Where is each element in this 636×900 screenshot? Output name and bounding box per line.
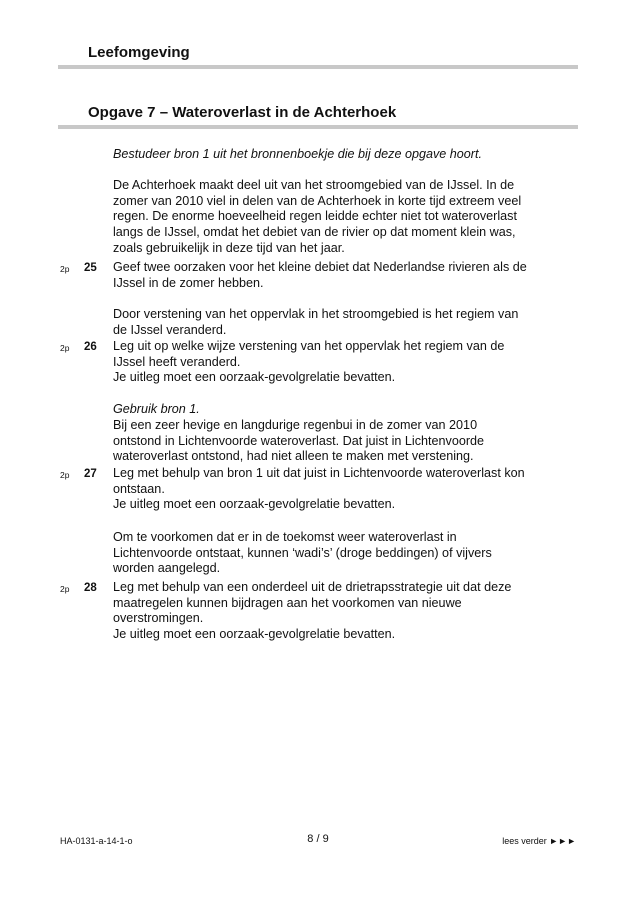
- question-line: Je uitleg moet een oorzaak-gevolgrelatie bevatten.: [113, 497, 396, 512]
- question-line: Je uitleg moet een oorzaak-gevolgrelatie bevatten.: [113, 370, 396, 385]
- question-line: ontstaan.: [113, 481, 165, 496]
- divider-top: [58, 65, 578, 69]
- intro-line: langs de IJssel, omdat het debiet van de rivier op dat moment klein was,: [113, 225, 516, 240]
- para-line: Om te voorkomen dat er in de toekomst weer wateroverlast in: [113, 530, 457, 544]
- para-line: de IJssel veranderd.: [113, 322, 227, 337]
- para-verstening: [113, 307, 563, 338]
- question-28: [113, 580, 563, 643]
- question-line: Geef twee oorzaken voor het kleine debiet dat Nederlandse rivieren als de: [113, 260, 527, 274]
- intro-line: regen. De enorme hoeveelheid regen leidde echter niet tot wateroverlast: [113, 209, 517, 224]
- intro-line: De Achterhoek maakt deel uit van het stroomgebied van de IJssel. In de: [113, 178, 515, 192]
- question-27: [113, 466, 563, 513]
- points-q26: 2p: [60, 343, 70, 353]
- para-line: Bij een zeer hevige en langdurige regenbui in de zomer van 2010: [113, 418, 478, 432]
- points-q25: 2p: [60, 264, 70, 274]
- divider-title: [58, 125, 578, 129]
- section-heading: Leefomgeving: [88, 44, 190, 61]
- question-line: IJssel heeft veranderd.: [113, 354, 241, 369]
- para-line: wateroverlast ontstond, had niet alleen te maken met verstening.: [113, 449, 474, 464]
- para-line: ontstond in Lichtenvoorde wateroverlast. Dat juist in Lichtenvoorde: [113, 433, 485, 448]
- para-line: Lichtenvoorde ontstaat, kunnen ‘wadi’s’ (droge beddingen) of vijvers: [113, 545, 492, 560]
- para-line: Door verstening van het oppervlak in het stroomgebied is het regiem van: [113, 307, 519, 321]
- intro-instruction: Bestudeer bron 1 uit het bronnenboekje die bij deze opgave hoort.: [113, 147, 482, 161]
- question-line: Je uitleg moet een oorzaak-gevolgrelatie bevatten.: [113, 627, 396, 642]
- question-line: IJssel in de zomer hebben.: [113, 275, 264, 290]
- question-line: Leg met behulp van bron 1 uit dat juist in Lichtenvoorde wateroverlast kon: [113, 466, 525, 480]
- para-bron1: [113, 418, 563, 465]
- number-q25: 25: [84, 262, 97, 274]
- intro-line: zomer van 2010 viel in delen van de Achterhoek in korte tijd extreem veel: [113, 193, 522, 208]
- bron1-instruction: Gebruik bron 1.: [113, 402, 200, 416]
- question-line: overstromingen.: [113, 611, 204, 626]
- footer-code: HA-0131-a-14-1-o: [60, 836, 133, 846]
- number-q26: 26: [84, 341, 97, 353]
- intro-text: [113, 178, 563, 257]
- number-q27: 27: [84, 468, 97, 480]
- question-line: Leg met behulp van een onderdeel uit de drietrapsstrategie uit dat deze: [113, 580, 512, 594]
- para-line: worden aangelegd.: [113, 561, 221, 576]
- number-q28: 28: [84, 582, 97, 594]
- question-line: maatregelen kunnen bijdragen aan het voorkomen van nieuwe: [113, 595, 462, 610]
- points-q28: 2p: [60, 584, 70, 594]
- footer-page-number: 8 / 9: [307, 833, 329, 845]
- opgave-title: Opgave 7 – Wateroverlast in de Achterhoek: [88, 104, 397, 121]
- question-26: [113, 339, 563, 386]
- intro-line: zoals gebruikelijk in deze tijd van het jaar.: [113, 240, 345, 255]
- question-25: [113, 260, 563, 291]
- question-line: Leg uit op welke wijze verstening van het oppervlak het regiem van de: [113, 339, 505, 353]
- points-q27: 2p: [60, 470, 70, 480]
- footer-next: lees verder ►►►: [502, 836, 576, 846]
- para-wadis: [113, 530, 563, 577]
